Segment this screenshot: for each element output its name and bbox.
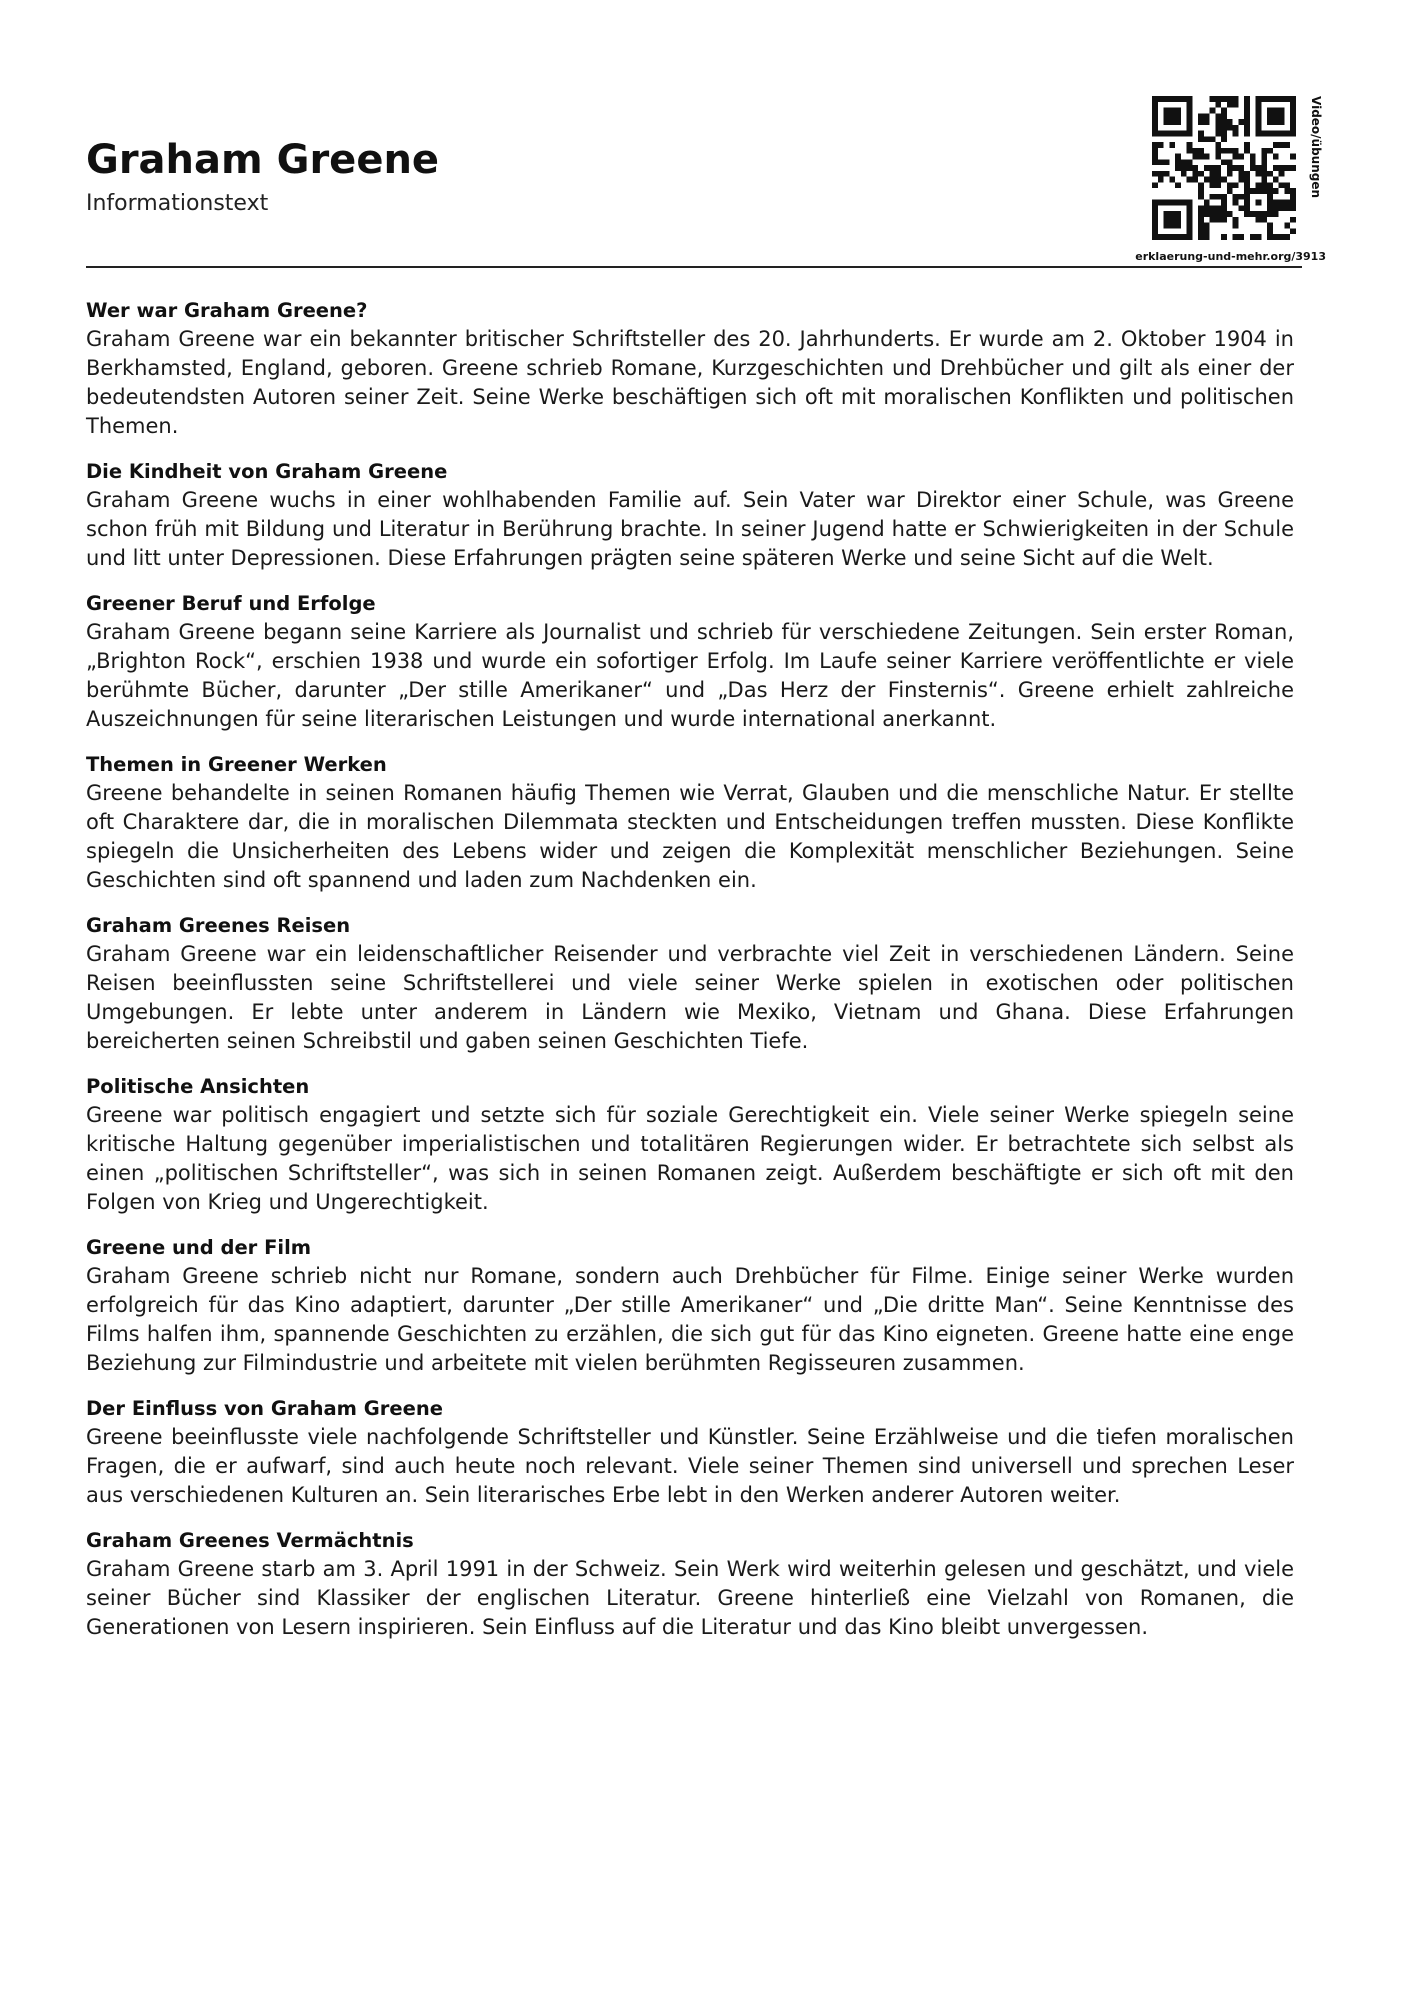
section-film [86, 1233, 1294, 1378]
section-legacy [86, 1526, 1294, 1642]
section-heading: Die Kindheit von Graham Greene [86, 460, 448, 483]
page-subtitle: Informationstext [86, 191, 269, 216]
section-heading: Greener Beruf und Erfolge [86, 592, 376, 615]
section-influence [86, 1394, 1294, 1510]
section-who-was-greene [86, 296, 1294, 441]
section-text: Graham Greene wuchs in einer wohlhabenden Familie auf. Sein Vater war Direktor einer Schule, was Greene schon früh mit Bildung und Literatur in Berührung brachte. In seiner Jugend hatte er Schwierigkeiten in der Schule und litt unter Depressionen. Diese Erfahrungen prägten seine späteren Werke und seine Sicht auf die Welt. [86, 488, 1294, 570]
section-heading: Wer war Graham Greene? [86, 299, 368, 322]
section-heading: Politische Ansichten [86, 1075, 310, 1098]
section-text: Graham Greene begann seine Karriere als Journalist und schrieb für verschiedene Zeitungen. Sein erster Roman, „Brighton Rock“, erschien 1938 und wurde ein sofortiger Erfolg. Im Laufe seiner Karriere veröffentlichte er viele berühmte Bücher, darunter „Der stille Amerikaner“ und „Das Herz der Finsternis“. Greene erhielt zahlreiche Auszeichnungen für seine literarischen Leistungen und wurde international anerkannt. [86, 620, 1294, 731]
section-politics [86, 1072, 1294, 1217]
source-url[interactable]: erklaerung-und-mehr.org/3913 [1135, 250, 1326, 263]
section-heading: Graham Greenes Vermächtnis [86, 1529, 414, 1552]
section-travels [86, 911, 1294, 1056]
section-text: Graham Greene war ein leidenschaftlicher Reisender und verbrachte viel Zeit in verschiedenen Ländern. Seine Reisen beeinflussten seine Schriftstellerei und viele seiner Werke spielen in exotischen oder politischen Umgebungen. Er lebte unter anderem in Ländern wie Mexiko, Vietnam und Ghana. Diese Erfahrungen bereicherten seinen Schreibstil und gaben seinen Geschichten Tiefe. [86, 942, 1294, 1053]
section-themes [86, 750, 1294, 895]
section-heading: Graham Greenes Reisen [86, 914, 351, 937]
section-text: Graham Greene starb am 3. April 1991 in der Schweiz. Sein Werk wird weiterhin gelesen und geschätzt, und viele seiner Bücher sind Klassiker der englischen Literatur. Greene hinterließ eine Vielzahl von Romanen, die Generationen von Lesern inspirieren. Sein Einfluss auf die Literatur und das Kino bleibt unvergessen. [86, 1557, 1294, 1639]
section-text: Graham Greene schrieb nicht nur Romane, sondern auch Drehbücher für Filme. Einige seiner Werke wurden erfolgreich für das Kino adaptiert, darunter „Der stille Amerikaner“ und „Die dritte Man“. Seine Kenntnisse des Films halfen ihm, spannende Geschichten zu erzählen, die sich gut für das Kino eigneten. Greene hatte eine enge Beziehung zur Filmindustrie und arbeitete mit vielen berühmten Regisseuren zusammen. [86, 1264, 1294, 1375]
section-text: Graham Greene war ein bekannter britischer Schriftsteller des 20. Jahrhunderts. Er wurde am 2. Oktober 1904 in Berkhamsted, England, geboren. Greene schrieb Romane, Kurzgeschichten und Drehbücher und gilt als einer der bedeutendsten Autoren seiner Zeit. Seine Werke beschäftigen sich oft mit moralischen Konflikten und politischen Themen. [86, 327, 1294, 438]
section-career [86, 589, 1294, 734]
article-body [86, 296, 1294, 1658]
section-heading: Themen in Greener Werken [86, 753, 387, 776]
video-exercises-label: Video/übungen [1309, 96, 1323, 199]
section-text: Greene beeinflusste viele nachfolgende Schriftsteller und Künstler. Seine Erzählweise und die tiefen moralischen Fragen, die er aufwarf, sind auch heute noch relevant. Viele seiner Themen sind universell und sprechen Leser aus verschiedenen Kulturen an. Sein literarisches Erbe lebt in den Werken anderer Autoren weiter. [86, 1425, 1294, 1507]
page-title: Graham Greene [86, 137, 440, 183]
header-divider [86, 266, 1302, 268]
section-text: Greene war politisch engagiert und setzte sich für soziale Gerechtigkeit ein. Viele seiner Werke spiegeln seine kritische Haltung gegenüber imperialistischen und totalitären Regierungen wider. Er betrachtete sich selbst als einen „politischen Schriftsteller“, was sich in seinen Romanen zeigt. Außerdem beschäftigte er sich oft mit den Folgen von Krieg und Ungerechtigkeit. [86, 1103, 1294, 1214]
section-heading: Der Einfluss von Graham Greene [86, 1397, 443, 1420]
qr-code-icon[interactable] [1152, 96, 1296, 240]
page-header [86, 90, 1328, 270]
section-text: Greene behandelte in seinen Romanen häufig Themen wie Verrat, Glauben und die menschliche Natur. Er stellte oft Charaktere dar, die in moralischen Dilemmata steckten und Entscheidungen treffen mussten. Diese Konflikte spiegeln die Unsicherheiten des Lebens wider und zeigen die Komplexität menschlicher Beziehungen. Seine Geschichten sind oft spannend und laden zum Nachdenken ein. [86, 781, 1294, 892]
section-childhood [86, 457, 1294, 573]
section-heading: Greene und der Film [86, 1236, 312, 1259]
